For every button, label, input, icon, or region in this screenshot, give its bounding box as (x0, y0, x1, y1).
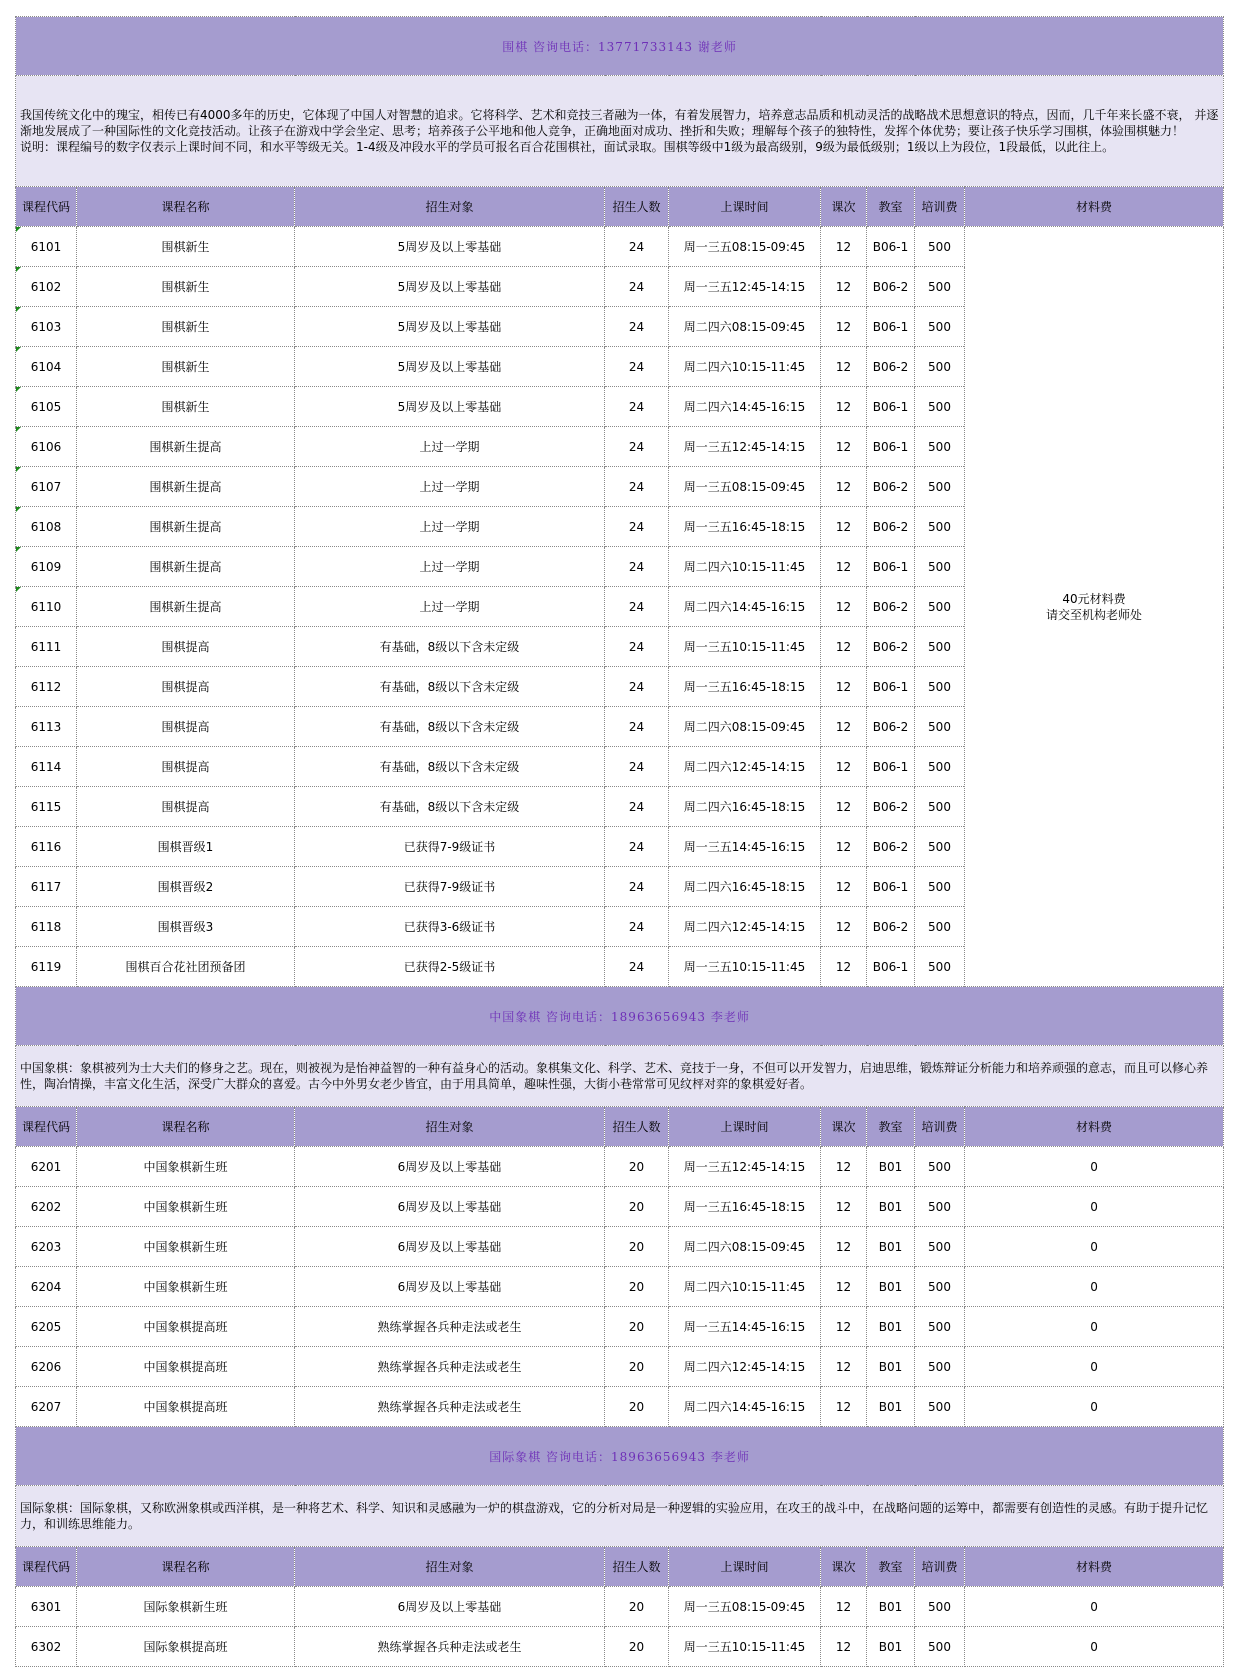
table-cell: B01 (867, 1627, 915, 1667)
table-cell: 中国象棋新生班 (77, 1147, 295, 1187)
table-cell: B01 (867, 1587, 915, 1627)
table-cell: 周二四六14:45-16:15 (669, 587, 821, 627)
table-cell: 周一三五16:45-18:15 (669, 667, 821, 707)
table-cell: 中国象棋新生班 (77, 1227, 295, 1267)
table-cell: 6117 (16, 867, 77, 907)
table-cell: 6周岁及以上零基础 (295, 1147, 605, 1187)
table-cell: 20 (605, 1347, 669, 1387)
section-title-row (16, 1427, 1224, 1486)
table-cell: 上过一学期 (295, 467, 605, 507)
table-cell: 24 (605, 747, 669, 787)
table-cell: 周二四六08:15-09:45 (669, 307, 821, 347)
table-cell: 周二四六12:45-14:15 (669, 1347, 821, 1387)
table-cell: B06-2 (867, 627, 915, 667)
table-cell: 围棋新生提高 (77, 507, 295, 547)
table-cell: 5周岁及以上零基础 (295, 347, 605, 387)
table-cell: 6119 (16, 947, 77, 987)
table-cell: 12 (821, 627, 867, 667)
table-cell: 熟练掌握各兵种走法或老生 (295, 1627, 605, 1667)
table-cell: 6301 (16, 1587, 77, 1627)
table-cell: 中国象棋提高班 (77, 1307, 295, 1347)
table-cell: 周二四六12:45-14:15 (669, 907, 821, 947)
table-cell: 12 (821, 387, 867, 427)
table-cell: 6116 (16, 827, 77, 867)
table-cell: 有基础，8级以下含未定级 (295, 627, 605, 667)
table-cell: 6104 (16, 347, 77, 387)
table-cell: B06-1 (867, 947, 915, 987)
table-cell: 500 (915, 307, 965, 347)
table-cell: 周一三五08:15-09:45 (669, 467, 821, 507)
table-row (16, 227, 1224, 267)
table-cell: B01 (867, 1187, 915, 1227)
table-cell: 20 (605, 1227, 669, 1267)
table-cell: 500 (915, 1347, 965, 1387)
table-cell: 0 (965, 1147, 1224, 1187)
table-cell: B06-1 (867, 867, 915, 907)
table-cell: 6周岁及以上零基础 (295, 1187, 605, 1227)
table-cell: 已获得3-6级证书 (295, 907, 605, 947)
table-cell: 6113 (16, 707, 77, 747)
table-cell: B01 (867, 1347, 915, 1387)
table-cell: 上过一学期 (295, 507, 605, 547)
table-cell: 0 (965, 1227, 1224, 1267)
table-cell: 24 (605, 387, 669, 427)
material-fee-line: 请交至机构老师处 (1046, 607, 1143, 622)
table-row (16, 1267, 1224, 1307)
table-cell: 熟练掌握各兵种走法或老生 (295, 1307, 605, 1347)
column-header: 课程名称 (77, 1107, 295, 1147)
column-header: 课次 (821, 1547, 867, 1587)
table-cell: 6302 (16, 1627, 77, 1667)
table-cell: 6周岁及以上零基础 (295, 1587, 605, 1627)
table-cell: B06-1 (867, 227, 915, 267)
table-cell: 6109 (16, 547, 77, 587)
section-title-row (16, 17, 1224, 76)
table-cell: B01 (867, 1147, 915, 1187)
table-cell: 0 (965, 1187, 1224, 1227)
table-cell: 12 (821, 227, 867, 267)
table-cell: 6102 (16, 267, 77, 307)
table-cell: 6203 (16, 1227, 77, 1267)
table-cell: 12 (821, 1307, 867, 1347)
table-cell: 6205 (16, 1307, 77, 1347)
table-cell: B06-1 (867, 427, 915, 467)
table-cell: 12 (821, 867, 867, 907)
table-cell: 12 (821, 427, 867, 467)
table-cell: 围棋新生提高 (77, 547, 295, 587)
table-cell: 熟练掌握各兵种走法或老生 (295, 1387, 605, 1427)
table-cell: B06-2 (867, 467, 915, 507)
table-cell: 6周岁及以上零基础 (295, 1267, 605, 1307)
table-cell: 围棋提高 (77, 707, 295, 747)
table-cell: 周二四六10:15-11:45 (669, 347, 821, 387)
table-cell: 24 (605, 947, 669, 987)
column-header: 课程代码 (16, 187, 77, 227)
table-cell: 有基础，8级以下含未定级 (295, 707, 605, 747)
section-description (16, 1486, 1224, 1547)
table-cell: 500 (915, 547, 965, 587)
table-cell: 500 (915, 1147, 965, 1187)
table-cell: 12 (821, 507, 867, 547)
table-cell: 熟练掌握各兵种走法或老生 (295, 1347, 605, 1387)
table-cell: B06-1 (867, 547, 915, 587)
table-cell: B01 (867, 1387, 915, 1427)
table-cell: 12 (821, 707, 867, 747)
section-description-row (16, 1486, 1224, 1547)
table-cell: 中国象棋提高班 (77, 1387, 295, 1427)
table-cell: B06-2 (867, 587, 915, 627)
table-cell: 24 (605, 787, 669, 827)
table-cell: 周一三五10:15-11:45 (669, 1627, 821, 1667)
table-cell: 6202 (16, 1187, 77, 1227)
column-header: 招生对象 (295, 187, 605, 227)
table-cell: 6204 (16, 1267, 77, 1307)
section-description (16, 1046, 1224, 1107)
table-cell: 周二四六08:15-09:45 (669, 1227, 821, 1267)
table-row (16, 1587, 1224, 1627)
table-cell: 20 (605, 1587, 669, 1627)
table-cell: 周二四六16:45-18:15 (669, 787, 821, 827)
table-cell: 6201 (16, 1147, 77, 1187)
table-cell: 5周岁及以上零基础 (295, 227, 605, 267)
table-cell: 24 (605, 347, 669, 387)
table-cell: 12 (821, 1227, 867, 1267)
table-cell: 周二四六08:15-09:45 (669, 707, 821, 747)
table-cell: 24 (605, 267, 669, 307)
table-cell: 6207 (16, 1387, 77, 1427)
course-table (15, 16, 1224, 1667)
table-cell: B01 (867, 1267, 915, 1307)
table-cell: 24 (605, 707, 669, 747)
table-cell: 周二四六10:15-11:45 (669, 547, 821, 587)
column-header: 课程名称 (77, 187, 295, 227)
table-cell: 0 (965, 1387, 1224, 1427)
table-cell: 5周岁及以上零基础 (295, 267, 605, 307)
table-cell: 6106 (16, 427, 77, 467)
column-header: 课次 (821, 187, 867, 227)
column-header: 培训费 (915, 1107, 965, 1147)
table-cell: 12 (821, 947, 867, 987)
table-cell: 围棋提高 (77, 747, 295, 787)
table-cell: 有基础，8级以下含未定级 (295, 747, 605, 787)
course-sheet (15, 16, 1223, 1667)
table-cell: 12 (821, 827, 867, 867)
table-cell: 12 (821, 1147, 867, 1187)
table-cell: 500 (915, 1627, 965, 1667)
table-cell: B06-1 (867, 307, 915, 347)
table-cell: 周二四六12:45-14:15 (669, 747, 821, 787)
column-header: 上课时间 (669, 1107, 821, 1147)
table-cell: 周一三五12:45-14:15 (669, 1147, 821, 1187)
column-header: 课程代码 (16, 1107, 77, 1147)
table-cell: 6114 (16, 747, 77, 787)
table-cell: 围棋新生 (77, 227, 295, 267)
column-header: 教室 (867, 187, 915, 227)
table-cell: 6107 (16, 467, 77, 507)
table-cell: 0 (965, 1267, 1224, 1307)
table-cell: 有基础，8级以下含未定级 (295, 787, 605, 827)
table-cell: 500 (915, 467, 965, 507)
table-cell: 周一三五16:45-18:15 (669, 1187, 821, 1227)
table-cell: 围棋晋级2 (77, 867, 295, 907)
table-cell: 500 (915, 1387, 965, 1427)
table-cell: 周一三五16:45-18:15 (669, 507, 821, 547)
table-cell: 周二四六14:45-16:15 (669, 387, 821, 427)
table-row (16, 1187, 1224, 1227)
table-cell: 围棋新生提高 (77, 427, 295, 467)
table-cell: 24 (605, 307, 669, 347)
table-cell: 500 (915, 1587, 965, 1627)
table-cell: 周一三五14:45-16:15 (669, 1307, 821, 1347)
table-cell: 5周岁及以上零基础 (295, 307, 605, 347)
table-cell: 12 (821, 747, 867, 787)
table-cell: 周一三五08:15-09:45 (669, 227, 821, 267)
table-cell: 12 (821, 1587, 867, 1627)
table-cell: 6111 (16, 627, 77, 667)
table-cell: 24 (605, 827, 669, 867)
table-cell: 0 (965, 1307, 1224, 1347)
table-cell: 12 (821, 667, 867, 707)
table-row (16, 1627, 1224, 1667)
table-cell: 20 (605, 1387, 669, 1427)
table-cell: 500 (915, 907, 965, 947)
table-cell: 围棋新生 (77, 267, 295, 307)
table-cell: 24 (605, 587, 669, 627)
column-header: 招生对象 (295, 1547, 605, 1587)
table-cell: B01 (867, 1307, 915, 1347)
table-cell: B06-2 (867, 347, 915, 387)
table-cell: 围棋新生提高 (77, 587, 295, 627)
table-cell: 6118 (16, 907, 77, 947)
table-cell: 0 (965, 1347, 1224, 1387)
table-cell: 周二四六10:15-11:45 (669, 1267, 821, 1307)
table-cell: 500 (915, 787, 965, 827)
table-cell: 24 (605, 867, 669, 907)
table-cell: 6101 (16, 227, 77, 267)
table-cell: 6105 (16, 387, 77, 427)
table-cell: 0 (965, 1587, 1224, 1627)
table-cell: 24 (605, 227, 669, 267)
table-cell: 12 (821, 347, 867, 387)
table-cell: 围棋提高 (77, 627, 295, 667)
description-paragraph: 我国传统文化中的瑰宝，相传已有4000多年的历史，它体现了中国人对智慧的追求。它将科学、艺术和竞技三者融为一体，有着发展智力，培养意志品质和机动灵活的战略战术思想意识的特点，因而，几千年来长盛不衰， 并逐渐地发展成了一种国际性的文化竞技活动。让孩子在游戏中学会坐定、思考；培养孩子公平地和他人竞争，正确地面对成功、挫折和失败；理解每个孩子的独特性，发挥个体优势；要让孩子快乐学习围棋，体验围棋魅力！ (20, 108, 1219, 138)
table-cell: 12 (821, 1627, 867, 1667)
table-cell: 5周岁及以上零基础 (295, 387, 605, 427)
column-header: 招生人数 (605, 1547, 669, 1587)
column-header: 教室 (867, 1547, 915, 1587)
section-description-row (16, 1046, 1224, 1107)
table-cell: 周二四六14:45-16:15 (669, 1387, 821, 1427)
table-cell: 12 (821, 267, 867, 307)
table-cell: 20 (605, 1307, 669, 1347)
table-cell: B06-2 (867, 267, 915, 307)
table-header-row (16, 1107, 1224, 1147)
table-cell: 围棋新生提高 (77, 467, 295, 507)
table-cell: 500 (915, 427, 965, 467)
table-cell: 中国象棋新生班 (77, 1187, 295, 1227)
table-cell: 500 (915, 587, 965, 627)
table-cell: 500 (915, 387, 965, 427)
column-header: 培训费 (915, 187, 965, 227)
table-cell: 中国象棋新生班 (77, 1267, 295, 1307)
table-cell: 12 (821, 1347, 867, 1387)
column-header: 招生人数 (605, 1107, 669, 1147)
table-cell: 周一三五08:15-09:45 (669, 1587, 821, 1627)
table-cell: B06-1 (867, 387, 915, 427)
description-paragraph: 说明：课程编号的数字仅表示上课时间不同，和水平等级无关。1-4级及冲段水平的学员可报名百合花围棋社，面试录取。围棋等级中1级为最高级别，9级为最低级别；1级以上为段位，1段最低，以此往上。 (20, 140, 1115, 154)
table-cell: 20 (605, 1627, 669, 1667)
section-title: 国际象棋 咨询电话：18963656943 李老师 (16, 1427, 1224, 1486)
table-cell: 围棋晋级3 (77, 907, 295, 947)
table-cell: B06-1 (867, 747, 915, 787)
table-cell: 周一三五10:15-11:45 (669, 627, 821, 667)
column-header: 招生人数 (605, 187, 669, 227)
column-header: 课程代码 (16, 1547, 77, 1587)
column-header: 教室 (867, 1107, 915, 1147)
material-fee-note (965, 227, 1224, 987)
table-cell: 500 (915, 707, 965, 747)
table-cell: B06-1 (867, 667, 915, 707)
section-description (16, 76, 1224, 187)
column-header: 材料费 (965, 1547, 1224, 1587)
table-cell: 周一三五12:45-14:15 (669, 427, 821, 467)
table-cell: 24 (605, 427, 669, 467)
table-cell: 12 (821, 547, 867, 587)
table-cell: 24 (605, 627, 669, 667)
table-cell: 围棋提高 (77, 787, 295, 827)
table-row (16, 1387, 1224, 1427)
table-cell: 围棋百合花社团预备团 (77, 947, 295, 987)
table-cell: 12 (821, 1187, 867, 1227)
column-header: 材料费 (965, 1107, 1224, 1147)
table-header-row (16, 1547, 1224, 1587)
table-cell: 20 (605, 1187, 669, 1227)
table-cell: 6周岁及以上零基础 (295, 1227, 605, 1267)
table-cell: 12 (821, 307, 867, 347)
table-cell: 20 (605, 1147, 669, 1187)
table-cell: 500 (915, 347, 965, 387)
column-header: 上课时间 (669, 1547, 821, 1587)
table-cell: 500 (915, 267, 965, 307)
table-cell: 24 (605, 547, 669, 587)
table-cell: 上过一学期 (295, 547, 605, 587)
table-cell: 500 (915, 827, 965, 867)
table-cell: 500 (915, 947, 965, 987)
section-title: 围棋 咨询电话：13771733143 谢老师 (16, 17, 1224, 76)
table-cell: 12 (821, 787, 867, 827)
table-cell: 500 (915, 227, 965, 267)
table-cell: 500 (915, 1307, 965, 1347)
table-cell: 6103 (16, 307, 77, 347)
table-cell: B06-2 (867, 707, 915, 747)
table-cell: B01 (867, 1227, 915, 1267)
table-cell: 500 (915, 627, 965, 667)
table-cell: 围棋晋级1 (77, 827, 295, 867)
table-cell: 500 (915, 1187, 965, 1227)
table-row (16, 1307, 1224, 1347)
table-cell: 500 (915, 747, 965, 787)
table-cell: 国际象棋新生班 (77, 1587, 295, 1627)
table-cell: B06-2 (867, 787, 915, 827)
table-cell: 500 (915, 507, 965, 547)
table-cell: 12 (821, 587, 867, 627)
table-cell: 周一三五12:45-14:15 (669, 267, 821, 307)
table-cell: 12 (821, 907, 867, 947)
table-cell: 国际象棋提高班 (77, 1627, 295, 1667)
table-cell: 周一三五10:15-11:45 (669, 947, 821, 987)
table-cell: 24 (605, 467, 669, 507)
table-cell: 已获得7-9级证书 (295, 827, 605, 867)
table-cell: 24 (605, 667, 669, 707)
table-cell: 围棋新生 (77, 347, 295, 387)
table-cell: 围棋提高 (77, 667, 295, 707)
table-cell: 500 (915, 1227, 965, 1267)
section-description-row (16, 76, 1224, 187)
table-cell: 围棋新生 (77, 387, 295, 427)
table-cell: 500 (915, 1267, 965, 1307)
table-cell: B06-2 (867, 907, 915, 947)
table-cell: 周一三五14:45-16:15 (669, 827, 821, 867)
table-cell: 已获得2-5级证书 (295, 947, 605, 987)
description-paragraph: 中国象棋：象棋被列为士大夫们的修身之艺。现在，则被视为是怡神益智的一种有益身心的活动。象棋集文化、科学、艺术、竞技于一身，不但可以开发智力，启迪思维，锻炼辩证分析能力和培养顽强的意志，而且可以修心养性，陶冶情操，丰富文化生活，深受广大群众的喜爱。古今中外男女老少皆宜，由于用具简单，趣味性强，大街小巷常常可见纹枰对弈的象棋爱好者。 (20, 1061, 1209, 1091)
column-header: 上课时间 (669, 187, 821, 227)
table-cell: 12 (821, 1387, 867, 1427)
table-row (16, 1147, 1224, 1187)
table-cell: B06-2 (867, 507, 915, 547)
table-cell: 6112 (16, 667, 77, 707)
column-header: 课次 (821, 1107, 867, 1147)
section-title: 中国象棋 咨询电话：18963656943 李老师 (16, 987, 1224, 1046)
table-cell: 500 (915, 667, 965, 707)
table-cell: 24 (605, 907, 669, 947)
table-cell: 中国象棋提高班 (77, 1347, 295, 1387)
section-title-row (16, 987, 1224, 1046)
table-cell: 已获得7-9级证书 (295, 867, 605, 907)
table-cell: 0 (965, 1627, 1224, 1667)
material-fee-line: 40元材料费 (1062, 591, 1126, 606)
table-cell: B06-2 (867, 827, 915, 867)
table-row (16, 1227, 1224, 1267)
description-paragraph: 国际象棋：国际象棋，又称欧洲象棋或西洋棋，是一种将艺术、科学、知识和灵感融为一炉的棋盘游戏，它的分析对局是一种逻辑的实验应用，在攻王的战斗中，在战略问题的运筹中，都需要有创造性的灵感。有助于提升记忆力，和训练思维能力。 (20, 1501, 1209, 1531)
table-cell: 6108 (16, 507, 77, 547)
table-cell: 上过一学期 (295, 587, 605, 627)
table-cell: 有基础，8级以下含未定级 (295, 667, 605, 707)
table-cell: 12 (821, 1267, 867, 1307)
column-header: 课程名称 (77, 1547, 295, 1587)
table-cell: 周二四六16:45-18:15 (669, 867, 821, 907)
table-cell: 6110 (16, 587, 77, 627)
table-cell: 20 (605, 1267, 669, 1307)
table-cell: 500 (915, 867, 965, 907)
column-header: 材料费 (965, 187, 1224, 227)
table-cell: 6206 (16, 1347, 77, 1387)
table-cell: 24 (605, 507, 669, 547)
column-header: 招生对象 (295, 1107, 605, 1147)
table-cell: 6115 (16, 787, 77, 827)
table-cell: 围棋新生 (77, 307, 295, 347)
column-header: 培训费 (915, 1547, 965, 1587)
table-cell: 上过一学期 (295, 427, 605, 467)
table-row (16, 1347, 1224, 1387)
table-header-row (16, 187, 1224, 227)
table-cell: 12 (821, 467, 867, 507)
